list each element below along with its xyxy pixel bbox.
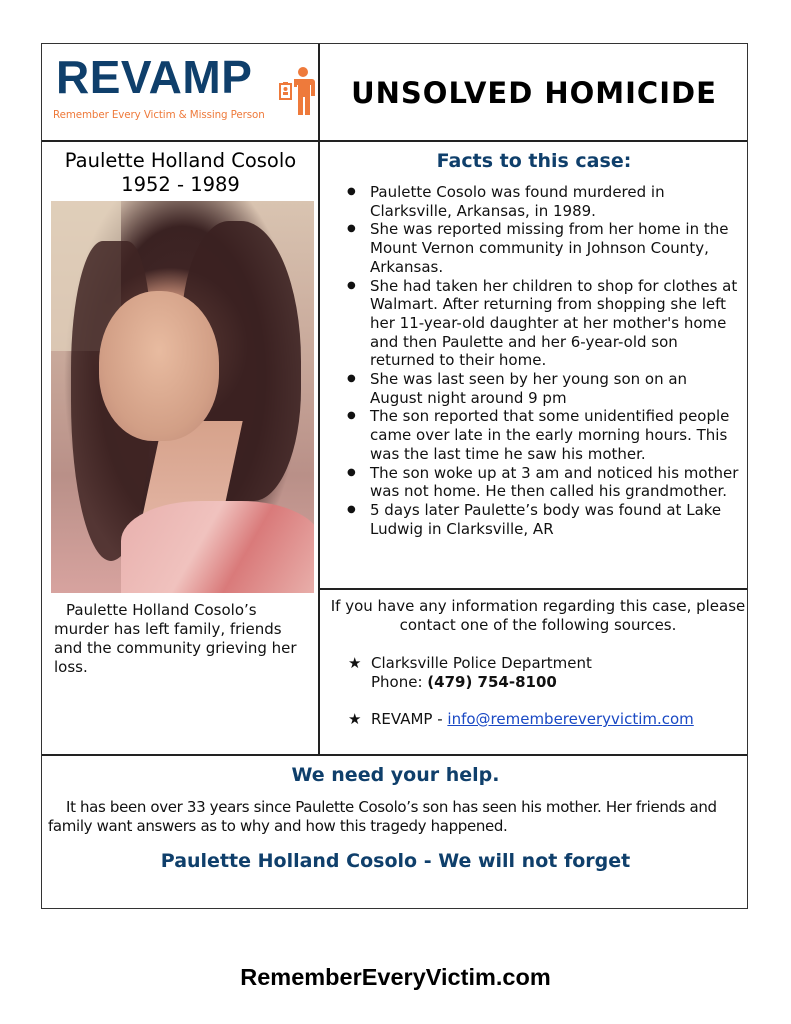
victim-name-block <box>42 141 319 197</box>
help-section <box>42 755 749 910</box>
contact-revamp <box>319 710 749 729</box>
victim-years: 1952 - 1989 <box>121 173 240 196</box>
revamp-label: REVAMP - <box>371 710 448 728</box>
fact-item: ● The son woke up at 3 am and noticed his mother was not home. He then called his grandmother. <box>370 464 739 501</box>
help-title: We need your help. <box>291 764 500 786</box>
help-text: It has been over 33 years since Paulette Cosolo’s son has seen his mother. Her friends and family want answers as to why and how this tragedy happened. <box>48 798 717 835</box>
contact-police <box>319 654 749 692</box>
phone-label: Phone: <box>371 673 428 691</box>
facts-title: Facts to this case: <box>436 150 632 172</box>
facts-list <box>319 183 749 538</box>
police-phone: (479) 754-8100 <box>427 673 557 691</box>
police-name: Clarksville Police Department <box>371 654 592 672</box>
flyer <box>41 43 748 909</box>
revamp-logo <box>42 44 319 141</box>
star-icon: ★ <box>348 654 362 672</box>
logo-tagline: Remember Every Victim & Missing Person <box>53 109 265 121</box>
website-link[interactable]: RememberEveryVictim.com <box>240 964 551 990</box>
flyer-title-cell <box>319 44 749 141</box>
contact-intro: If you have any information regarding this case, please contact one of the following sources. <box>330 597 746 634</box>
fact-item: ● 5 days later Paulette’s body was found at Lake Ludwig in Clarksville, AR <box>370 501 739 538</box>
fact-item: ● She was reported missing from her home in the Mount Vernon community in Johnson County, Arkansas. <box>370 220 739 276</box>
contact-section <box>319 589 749 755</box>
facts-section <box>319 141 749 589</box>
fact-item: ● She was last seen by her young son on an August night around 9 pm <box>370 370 739 407</box>
flyer-title: UNSOLVED HOMICIDE <box>351 75 717 110</box>
victim-name: Paulette Holland Cosolo <box>64 149 297 172</box>
email-link[interactable]: info@remembereveryvictim.com <box>447 710 694 728</box>
fact-item: ● The son reported that some unidentified people came over late in the early morning hours. This was the last time he saw his mother. <box>370 407 739 463</box>
tribute-text: Paulette Holland Cosolo’s murder has left family, friends and the community grieving her loss. <box>54 601 297 676</box>
star-icon: ★ <box>348 710 362 728</box>
victim-photo <box>51 201 314 593</box>
fact-item: ● She had taken her children to shop for clothes at Walmart. After returning from shopping she left her 11-year-old daughter at her mother's home and then Paulette and her 6-year-old son returned to their home. <box>370 277 739 371</box>
help-footer: Paulette Holland Cosolo - We will not forget <box>160 850 631 872</box>
person-with-id-card-icon <box>279 66 315 116</box>
police-phone-line <box>371 673 749 692</box>
tribute-block <box>42 595 319 677</box>
logo-wordmark: REVAMP <box>56 51 253 103</box>
fact-item: ● Paulette Cosolo was found murdered in Clarksville, Arkansas, in 1989. <box>370 183 739 220</box>
